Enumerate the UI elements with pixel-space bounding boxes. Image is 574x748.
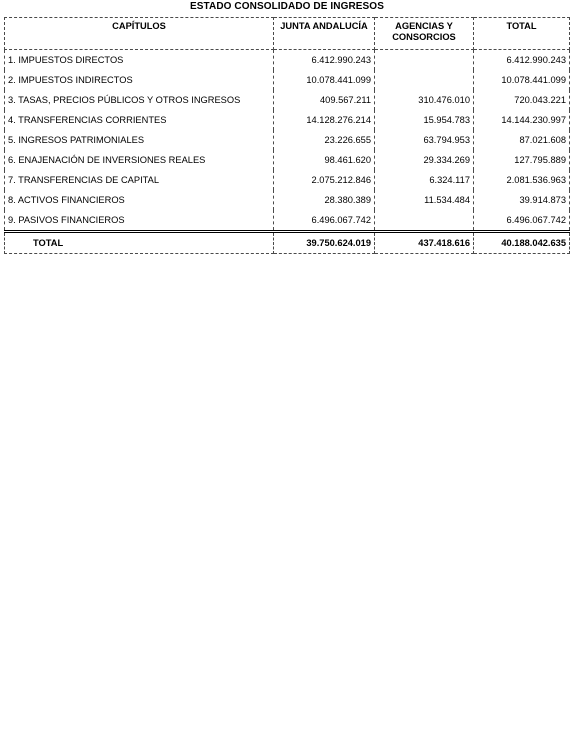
row-agencias-value bbox=[375, 210, 474, 232]
row-junta-value: 6.412.990.243 bbox=[274, 50, 375, 71]
row-agencias-value: 15.954.783 bbox=[375, 110, 474, 130]
row-agencias-value: 6.324.117 bbox=[375, 170, 474, 190]
header-agencias-consorcios: AGENCIAS Y CONSORCIOS bbox=[375, 18, 474, 50]
header-capitulos: CAPÍTULOS bbox=[5, 18, 274, 50]
table-row bbox=[5, 90, 570, 110]
consolidated-income-table bbox=[4, 17, 570, 254]
row-label: 2. IMPUESTOS INDIRECTOS bbox=[5, 70, 274, 90]
table-row bbox=[5, 210, 570, 232]
row-label: 9. PASIVOS FINANCIEROS bbox=[5, 210, 274, 232]
row-junta-value: 10.078.441.099 bbox=[274, 70, 375, 90]
row-junta-value: 409.567.211 bbox=[274, 90, 375, 110]
row-label: 1. IMPUESTOS DIRECTOS bbox=[5, 50, 274, 71]
totals-agencias-value: 437.418.616 bbox=[375, 232, 474, 254]
table-row bbox=[5, 150, 570, 170]
row-total-value: 720.043.221 bbox=[474, 90, 570, 110]
totals-row bbox=[5, 232, 570, 254]
row-agencias-value: 11.534.484 bbox=[375, 190, 474, 210]
row-label: 3. TASAS, PRECIOS PÚBLICOS Y OTROS INGRESOS bbox=[5, 90, 274, 110]
document-title: ESTADO CONSOLIDADO DE INGRESOS bbox=[190, 1, 384, 12]
row-agencias-value: 63.794.953 bbox=[375, 130, 474, 150]
row-agencias-value: 310.476.010 bbox=[375, 90, 474, 110]
row-label: 5. INGRESOS PATRIMONIALES bbox=[5, 130, 274, 150]
row-label: 6. ENAJENACIÓN DE INVERSIONES REALES bbox=[5, 150, 274, 170]
row-junta-value: 6.496.067.742 bbox=[274, 210, 375, 232]
table-row bbox=[5, 170, 570, 190]
row-total-value: 39.914.873 bbox=[474, 190, 570, 210]
totals-label: TOTAL bbox=[5, 232, 274, 254]
row-agencias-value: 29.334.269 bbox=[375, 150, 474, 170]
row-label: 8. ACTIVOS FINANCIEROS bbox=[5, 190, 274, 210]
row-junta-value: 98.461.620 bbox=[274, 150, 375, 170]
header-row bbox=[5, 18, 570, 50]
table-row bbox=[5, 130, 570, 150]
table-row bbox=[5, 50, 570, 71]
table-row bbox=[5, 190, 570, 210]
table-row bbox=[5, 110, 570, 130]
header-total: TOTAL bbox=[474, 18, 570, 50]
row-label: 4. TRANSFERENCIAS CORRIENTES bbox=[5, 110, 274, 130]
row-junta-value: 23.226.655 bbox=[274, 130, 375, 150]
row-total-value: 6.496.067.742 bbox=[474, 210, 570, 232]
row-total-value: 2.081.536.963 bbox=[474, 170, 570, 190]
row-agencias-value bbox=[375, 70, 474, 90]
table-row bbox=[5, 70, 570, 90]
totals-total-value: 40.188.042.635 bbox=[474, 232, 570, 254]
header-junta-andalucia: JUNTA ANDALUCÍA bbox=[274, 18, 375, 50]
row-total-value: 87.021.608 bbox=[474, 130, 570, 150]
row-agencias-value bbox=[375, 50, 474, 71]
totals-junta-value: 39.750.624.019 bbox=[274, 232, 375, 254]
row-total-value: 6.412.990.243 bbox=[474, 50, 570, 71]
row-total-value: 127.795.889 bbox=[474, 150, 570, 170]
row-label: 7. TRANSFERENCIAS DE CAPITAL bbox=[5, 170, 274, 190]
row-junta-value: 28.380.389 bbox=[274, 190, 375, 210]
row-junta-value: 2.075.212.846 bbox=[274, 170, 375, 190]
row-total-value: 14.144.230.997 bbox=[474, 110, 570, 130]
row-total-value: 10.078.441.099 bbox=[474, 70, 570, 90]
row-junta-value: 14.128.276.214 bbox=[274, 110, 375, 130]
